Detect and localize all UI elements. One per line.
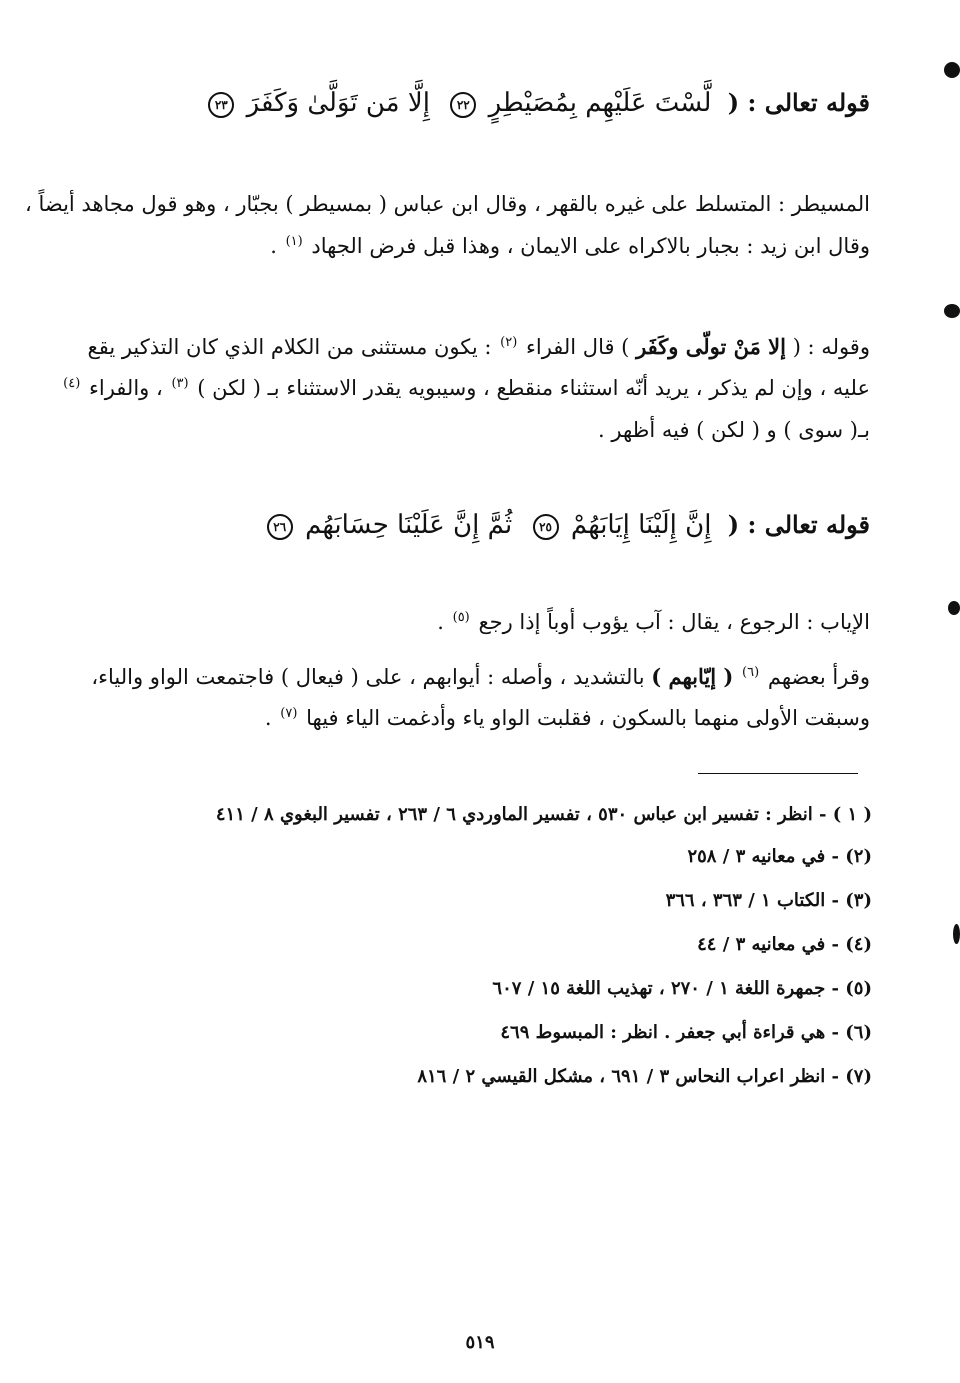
paragraph-line xyxy=(70,706,870,730)
footnote: (٧) - انظر اعراب النحاس ٣ / ٦٩١ ، مشكل القيسي ٢ / ٨١٦ xyxy=(417,1066,872,1087)
footnote: (٢) - في معانيه ٣ / ٢٥٨ xyxy=(687,846,872,867)
footnote: (٥) - جمهرة اللغة ١ / ٢٧٠ ، تهذيب اللغة ١٥ / ٦٠٧ xyxy=(492,978,872,999)
footnote: ( ١ ) - انظر : تفسير ابن عباس ٥٣٠ ، تفسير الماوردي ٦ / ٢٦٣ ، تفسير البغوي ٨ / ٤١١ xyxy=(215,804,872,825)
scan-mark xyxy=(944,304,960,318)
scan-mark xyxy=(944,62,960,78)
footnote-reference: (١) xyxy=(285,234,303,249)
paragraph-line xyxy=(70,418,870,442)
verse-number-marker: ٢٥ xyxy=(533,514,559,540)
paragraph-line xyxy=(70,610,870,634)
footnote-reference: (٢) xyxy=(500,335,518,350)
paragraph-text: عليه ، وإن لم يذكر ، يريد أنّه استثناء منقطع ، وسيبويه يقدر الاستثناء بـ ( لكن ) xyxy=(197,376,870,400)
footnote: (٤) - في معانيه ٣ / ٤٤ xyxy=(697,934,872,955)
verse-text: لَّسْتَ عَلَيْهِم بِمُصَيْطِرٍ xyxy=(488,88,712,118)
paragraph-text: بالتشديد ، وأصله : أيوابهم ، على ( فيعال ) فاجتمعت الواو والياء، xyxy=(91,665,645,689)
footnote-reference: (٧) xyxy=(280,706,298,721)
paragraph-text: وقال ابن زيد : بجبار بالاكراه على الايمان ، وهذا قبل فرض الجهاد xyxy=(311,234,870,258)
paragraph-text: الإياب : الرجوع ، يقال : آب يؤوب أوباً إذا رجع xyxy=(478,610,870,634)
paragraph-text: بـ( سوى ) و ( لكن ) فيه أظهر . xyxy=(598,418,870,442)
paragraph-text: ) قال الفراء xyxy=(525,335,630,359)
verse-heading-1 xyxy=(70,88,870,118)
paragraph-text: المسيطر : المتسلط على غيره بالقهر ، وقال ابن عباس ( بمسيطر ) بجبّار ، وهو قول مجاهد أيضاً ، xyxy=(25,192,870,216)
heading-prefix: قوله تعالى : ( xyxy=(727,88,870,117)
quoted-reading: ( إيّابهم ) xyxy=(651,664,734,689)
footnote-reference: (٥) xyxy=(452,610,470,625)
paragraph-text: وسبقت الأولى منهما بالسكون ، فقلبت الواو ياء وأدغمت الياء فيها xyxy=(306,706,870,730)
paragraph-text: . xyxy=(270,234,277,258)
paragraph-line xyxy=(70,664,870,689)
verse-heading-2 xyxy=(70,510,870,540)
paragraph-line xyxy=(70,234,870,258)
paragraph-text: : يكون مستثنى من الكلام الذي كان التذكير يقع xyxy=(87,335,492,359)
footnote-separator xyxy=(698,773,858,774)
page-number: ٥١٩ xyxy=(465,1332,495,1353)
paragraph-line xyxy=(63,376,870,400)
verse-number-marker: ٢٣ xyxy=(208,92,234,118)
paragraph-text: ، والفراء xyxy=(89,376,163,400)
scan-mark xyxy=(953,924,960,944)
quoted-verse: إلا مَنْ تولّى وكَفَر xyxy=(636,334,786,359)
verse-text: إِلَّا مَن تَوَلَّىٰ وَكَفَرَ xyxy=(246,88,430,118)
paragraph-text: وقوله : ( xyxy=(792,335,870,359)
footnote: (٣) - الكتاب ١ / ٣٦٣ ، ٣٦٦ xyxy=(665,890,872,911)
footnote-reference: (٦) xyxy=(742,665,760,680)
heading-prefix: قوله تعالى : ( xyxy=(727,510,870,539)
footnote-reference: (٣) xyxy=(171,376,189,391)
verse-number-marker: ٢٦ xyxy=(267,514,293,540)
paragraph-text: . xyxy=(437,610,444,634)
scan-mark xyxy=(948,601,960,615)
footnote: (٦) - هي قراءة أبي جعفر . انظر : المبسوط ٤٦٩ xyxy=(500,1022,872,1043)
paragraph-text: وقرأ بعضهم xyxy=(767,665,870,689)
verse-number-marker: ٢٢ xyxy=(450,92,476,118)
paragraph-text: . xyxy=(264,706,272,730)
footnote-reference: (٤) xyxy=(63,376,81,391)
paragraph-line xyxy=(70,334,870,359)
paragraph-line xyxy=(25,192,870,216)
verse-text: ثُمَّ إِنَّ عَلَيْنَا حِسَابَهُم xyxy=(305,510,513,540)
verse-text: إِنَّ إِلَيْنَا إِيَابَهُمْ xyxy=(570,510,712,540)
